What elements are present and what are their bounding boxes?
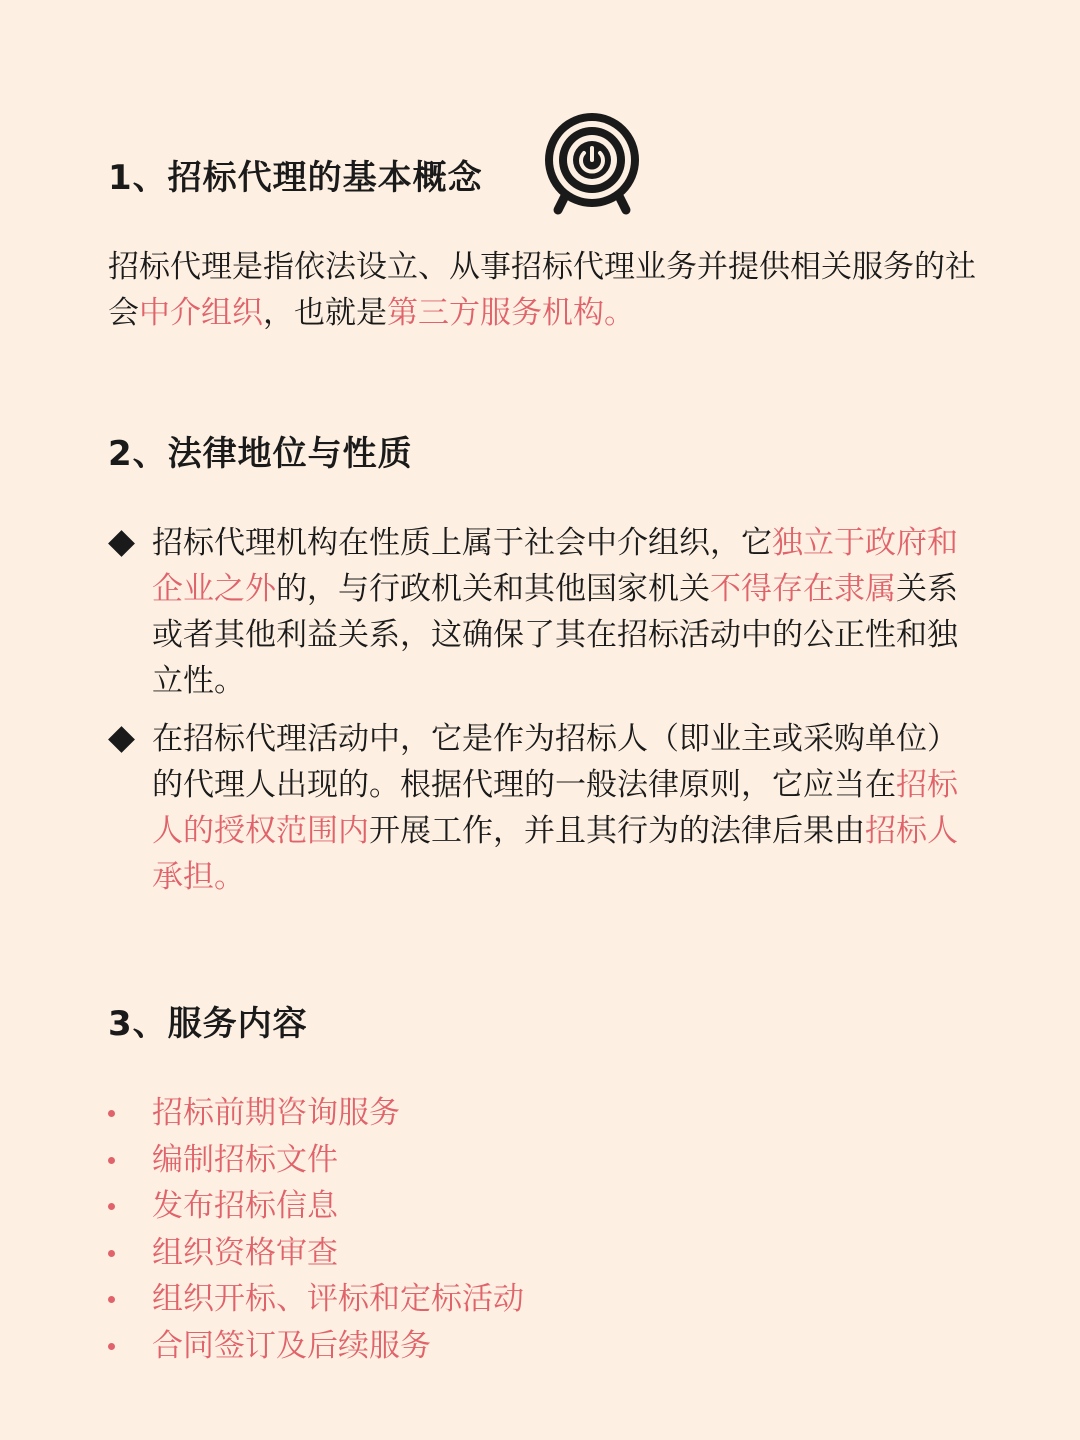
bullet-item [108, 716, 988, 900]
list-item-label: 编制招标文件 [152, 1141, 338, 1178]
bullet-text-part: 招标代理机构在性质上属于社会中介组织，它 [152, 525, 772, 561]
dot-bullet-icon [108, 1343, 115, 1350]
list-item-label: 合同签订及后续服务 [152, 1327, 431, 1364]
list-item-label: 组织资格审查 [152, 1234, 338, 1271]
bullet-highlight: 不得存在隶属 [710, 571, 896, 607]
list-item [108, 1323, 524, 1370]
dot-bullet-icon [108, 1296, 115, 1303]
list-item [108, 1276, 524, 1323]
para-text: ，也就是 [263, 295, 387, 331]
bullet-text [152, 520, 988, 704]
diamond-bullet-icon [108, 530, 135, 557]
list-item [108, 1137, 524, 1184]
para-highlight: 中介组织 [139, 295, 263, 331]
bullet-text [152, 716, 988, 900]
section1-paragraph [108, 244, 988, 336]
bullet-item [108, 520, 988, 704]
para-text: 招标代理是指依法设立、从事招标代理业务并提供相关服务的社会 [108, 249, 976, 331]
para-highlight: 第三方服务机构。 [387, 295, 635, 331]
target-icon [540, 108, 644, 220]
dot-bullet-icon [108, 1157, 115, 1164]
list-item-label: 发布招标信息 [152, 1188, 338, 1224]
bullet-highlight: 招标人承担。 [152, 813, 958, 895]
bullet-text-part: 在招标代理活动中，它是作为招标人（即业主或采购单位）的代理人出现的。根据代理的一般法律原则，它应当在 [152, 721, 958, 803]
bullet-highlight: 招标人的授权范围内 [152, 767, 958, 849]
list-item-label: 组织开标、评标和定标活动 [152, 1281, 524, 1317]
dot-bullet-icon [108, 1110, 115, 1117]
bullet-text-part: 关系或者其他利益关系，这确保了其在招标活动中的公正性和独立性。 [152, 571, 958, 699]
list-item-label: 招标前期咨询服务 [152, 1095, 400, 1131]
dot-bullet-icon [108, 1203, 115, 1210]
list-item [108, 1230, 524, 1277]
bullet-text-part: 开展工作，并且其行为的法律后果由 [369, 813, 865, 849]
bullet-highlight: 独立于政府和企业之外 [152, 525, 958, 607]
list-item [108, 1183, 524, 1230]
bullet-text-part: 的，与行政机关和其他国家机关 [276, 571, 710, 607]
section1-title: 1、招标代理的基本概念 [108, 158, 483, 198]
list-item [108, 1090, 524, 1137]
diamond-bullet-icon [108, 726, 135, 753]
section2-title: 2、法律地位与性质 [108, 434, 413, 474]
section3-title: 3、服务内容 [108, 1004, 308, 1044]
service-list [108, 1090, 524, 1369]
dot-bullet-icon [108, 1250, 115, 1257]
